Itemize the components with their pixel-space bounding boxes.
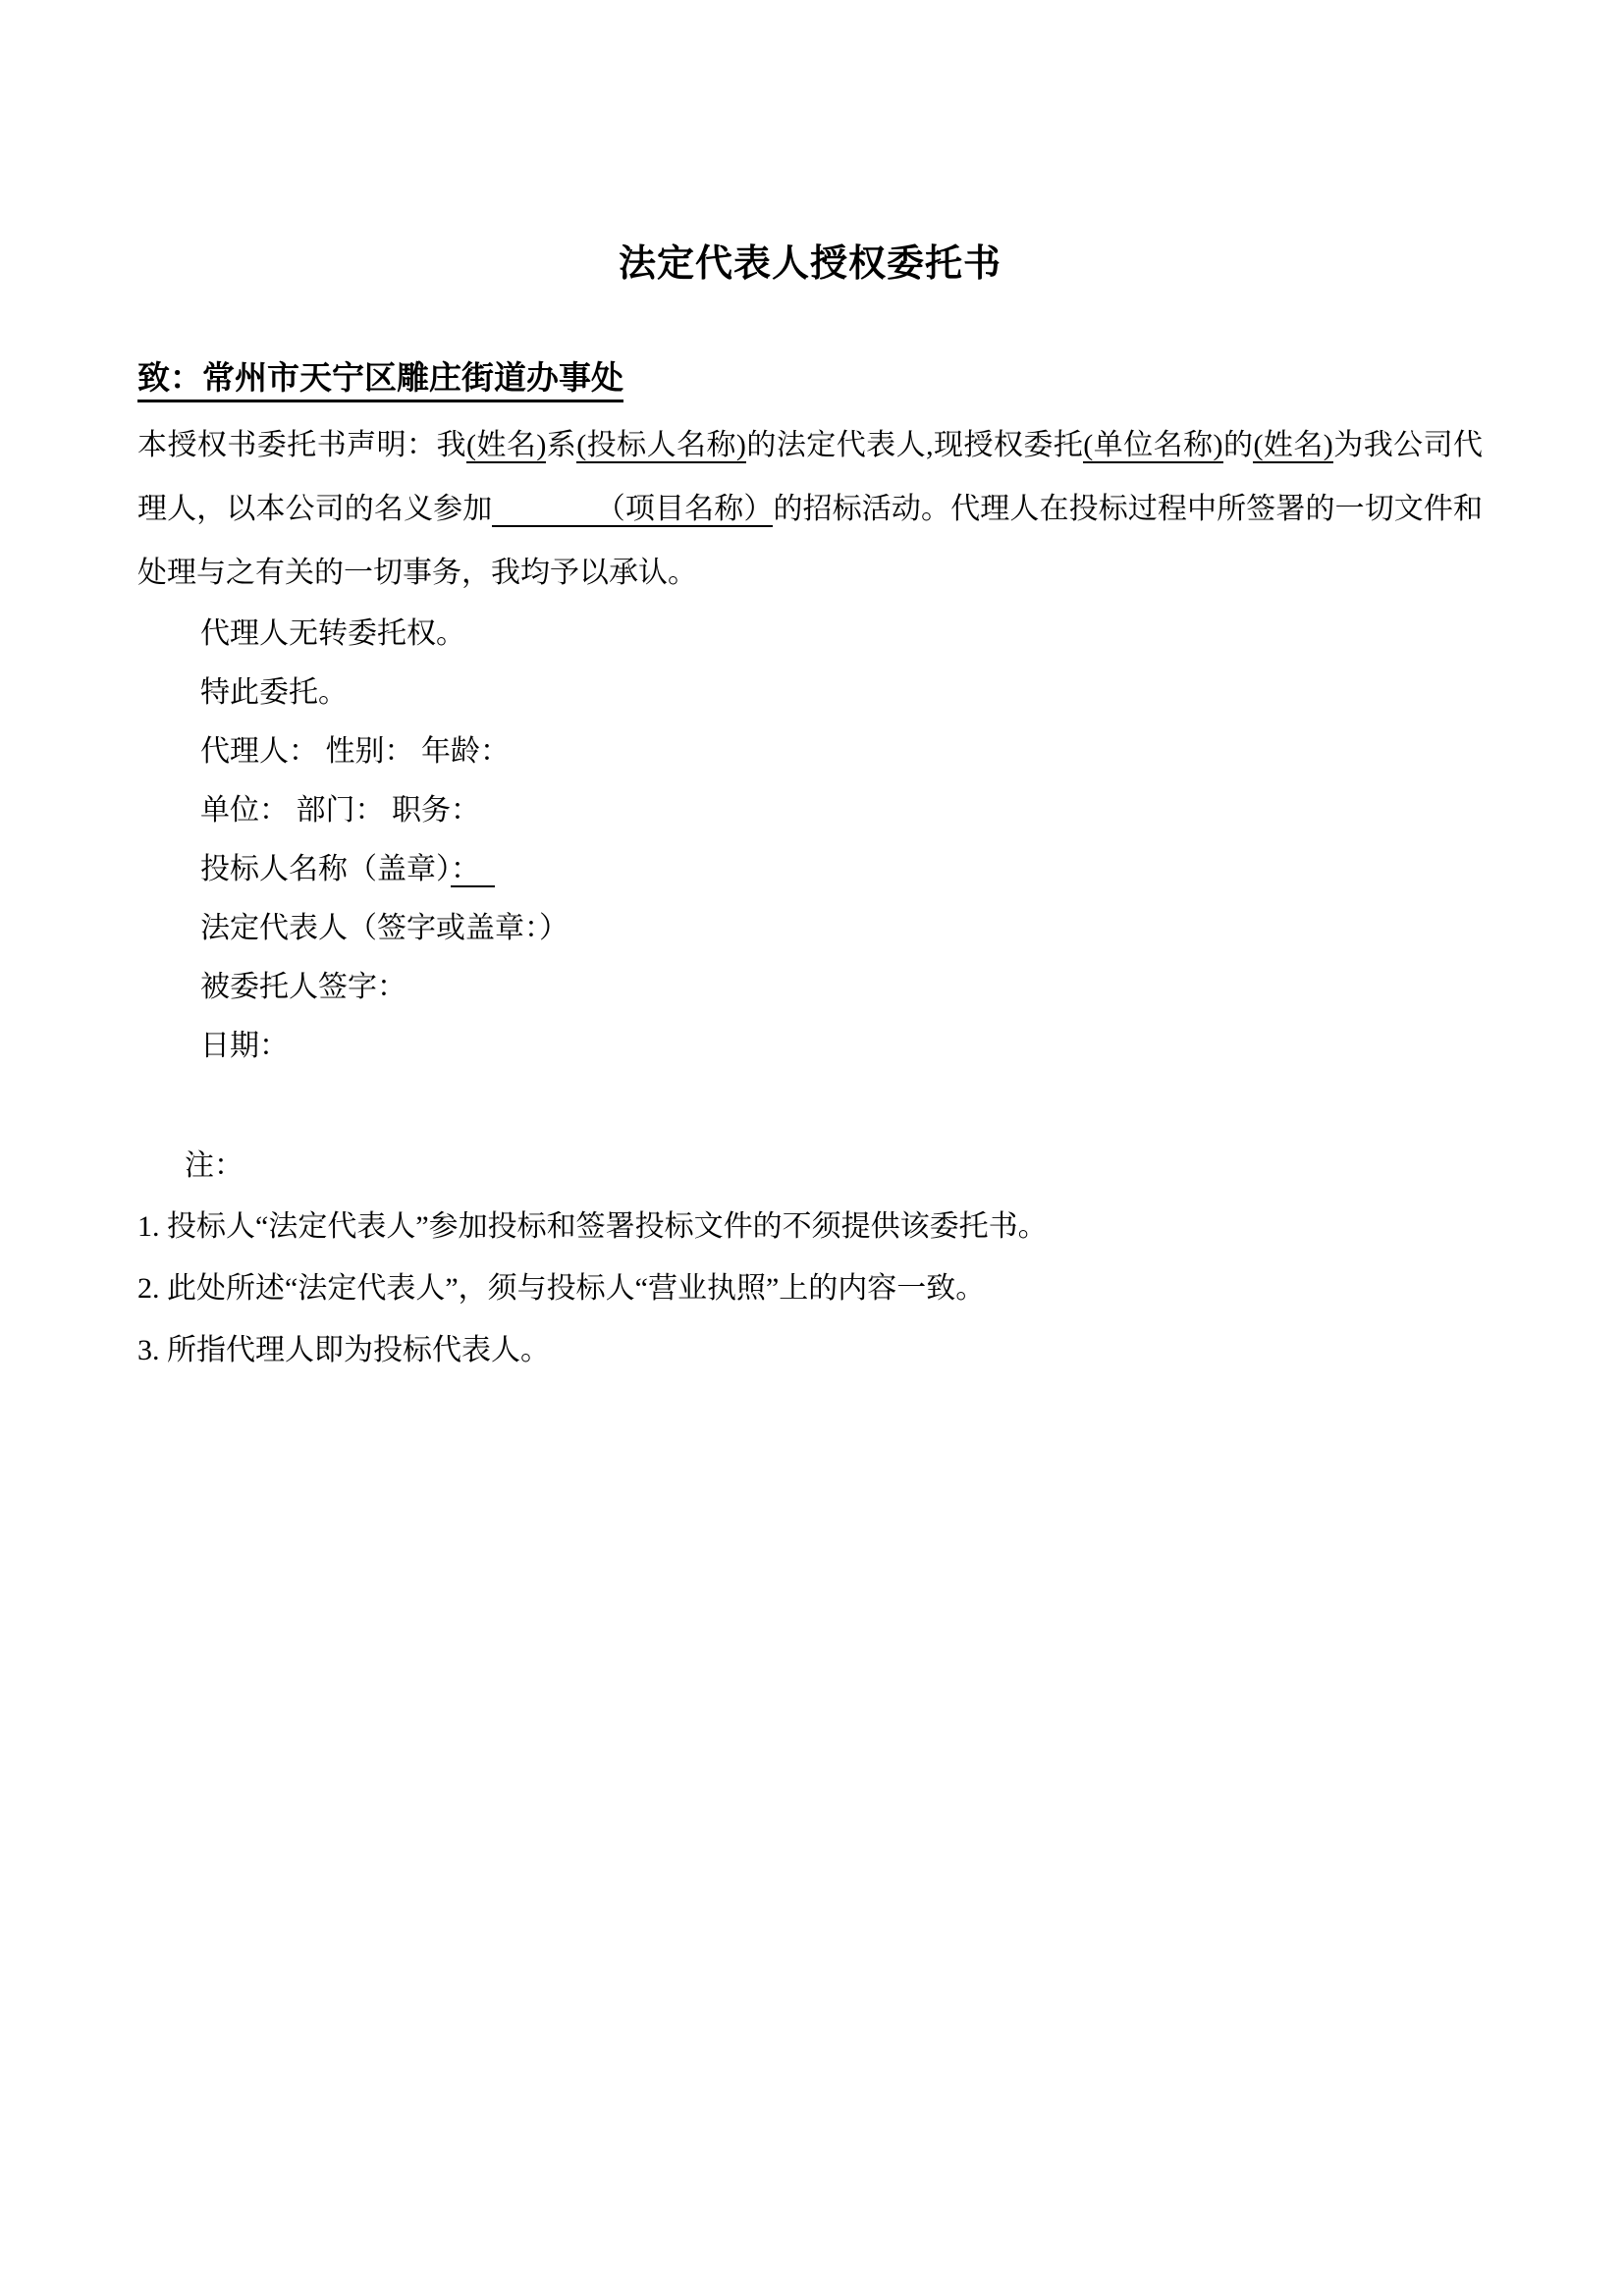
statement-lines [137, 605, 1483, 1076]
note-item-2: 2. 此处所述“法定代表人”，须与投标人“营业执照”上的内容一致。 [137, 1272, 986, 1305]
fill-in-bidder-name: (投标人名称) [576, 429, 746, 461]
recipient-text: 致：常州市天宁区雕庄街道办事处 [137, 361, 623, 402]
document-title: 法定代表人授权委托书 [618, 243, 1001, 285]
statement-agent-info: 代理人： 性别： 年龄： [200, 735, 510, 768]
para-segment: 的 [1222, 429, 1254, 461]
statement-date: 日期： [200, 1030, 289, 1062]
statement-legal-rep-signature: 法定代表人（签字或盖章：） [200, 912, 568, 944]
notes-label: 注： [185, 1149, 244, 1182]
fill-in-name-2: (姓名) [1253, 429, 1333, 461]
para-segment: 的招标活动。代理人在投标过程中所签署的一切文件和处理与之有关的一切事务，我均予以承认。 [137, 493, 1484, 589]
declaration-paragraph [137, 413, 1483, 605]
statement-bidder-seal [137, 840, 1483, 899]
note-item-3: 3. 所指代理人即为投标代表人。 [137, 1334, 550, 1366]
notes-section [137, 1137, 1483, 1381]
note-item-1: 1. 投标人“法定代表人”参加投标和签署投标文件的不须提供该委托书。 [137, 1210, 1048, 1243]
fill-in-project-name: （项目名称） [492, 493, 774, 525]
bidder-seal-blank: ： [451, 853, 495, 885]
statement-hereby: 特此委托。 [200, 676, 348, 709]
para-segment: 本授权书委托书声明：我 [137, 429, 466, 461]
fill-in-unit-name: (单位名称) [1083, 429, 1223, 461]
statement-unit-info: 单位： 部门： 职务： [200, 794, 480, 827]
fill-in-name-1: (姓名) [465, 429, 547, 461]
statement-attorney-signature: 被委托人签字： [200, 971, 406, 1003]
statement-no-subdelegation: 代理人无转委托权。 [200, 617, 465, 650]
recipient-line [137, 358, 1483, 400]
para-segment: 的法定代表人,现授权委托 [745, 429, 1084, 461]
para-segment: 为我公司代理人，以本公司的名义参加 [137, 429, 1484, 525]
bidder-seal-label: 投标人名称（盖章） [200, 853, 451, 885]
para-segment: 系 [546, 429, 577, 461]
